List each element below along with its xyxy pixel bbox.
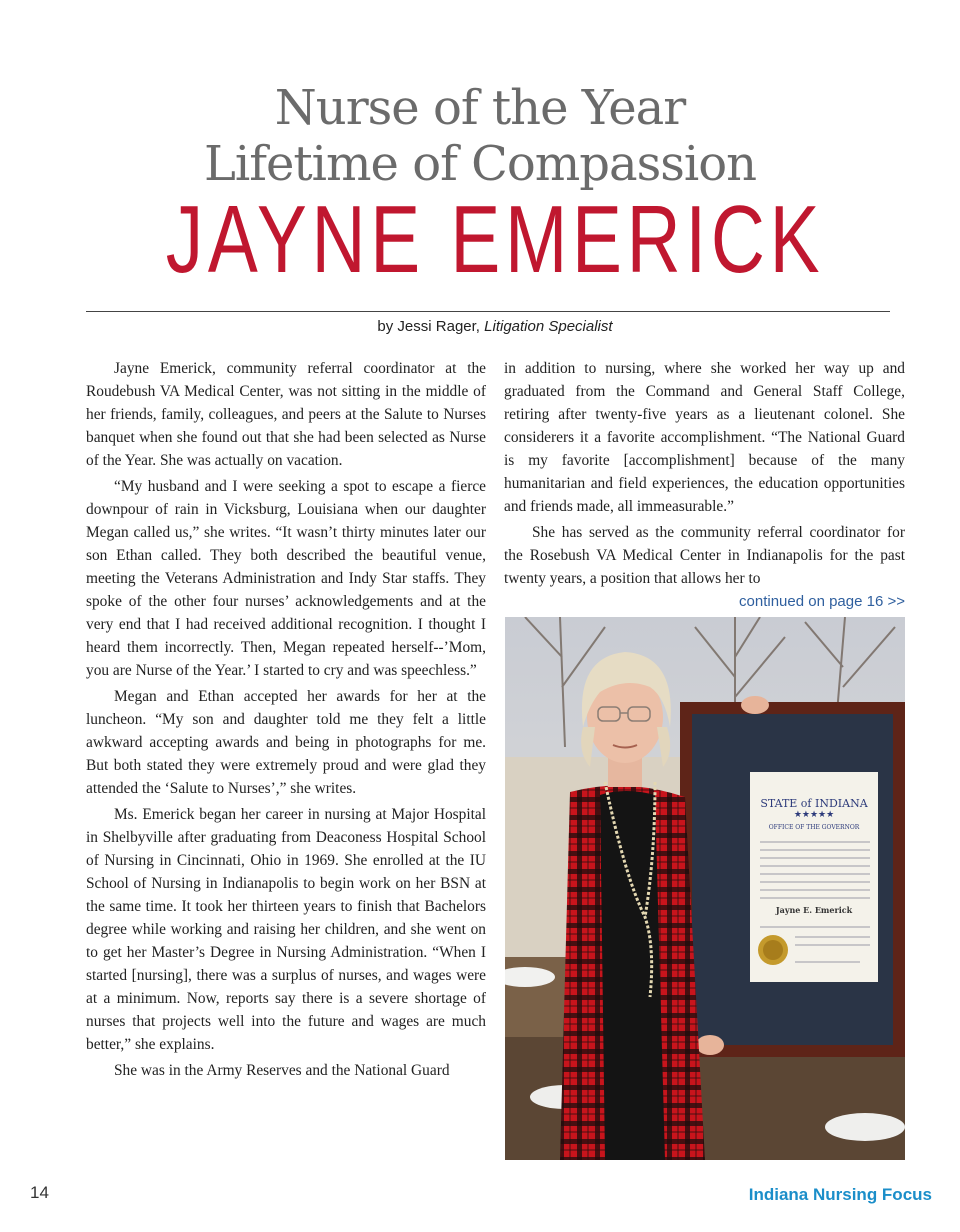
article-column-right	[504, 357, 905, 593]
article-paragraph: She has served as the community referral coordinator for the Rosebush VA Medical Center in Indianapolis for the past twenty years, a position that allows her to	[504, 524, 905, 587]
article-paragraph: in addition to nursing, where she worked her way up and graduated from the Command and General Staff College, retiring after twenty-five years as a lieutenant colonel. She considerers it a favorite accomplishment. “The National Guard is my favorite [accomplishment] because of the many humanitarian and field experiences, the education opportunities and friends made, all immeasurable.”	[504, 360, 905, 515]
publication-name: Indiana Nursing Focus	[748, 1185, 932, 1204]
byline-role: Litigation Specialist	[484, 318, 613, 335]
honoree-name: JAYNE EMERICK	[165, 186, 825, 293]
article-paragraph: “My husband and I were seeking a spot to escape a fierce downpour of rain in Vicksburg, Louisiana when our daughter Megan called us,” she writes. “It wasn’t thirty minutes later our son Ethan called. They both described the beautiful venue, meeting the Veterans Administration and Indy Star staffs. They spoke of the other four nurses’ acknowledgements and at the very end that I had received additional recognition. I thought I heard them incorrectly. Then, Megan repeated herself--’Mom, you are Nurse of the Year.’ I started to cry and was speechless.”	[86, 478, 486, 679]
page-number: 14	[30, 1183, 49, 1202]
title-divider	[86, 311, 890, 312]
kicker-title-line1: Nurse of the Year	[274, 80, 686, 136]
article-photo	[505, 617, 905, 1160]
certificate-office: OFFICE OF THE GOVERNOR	[768, 824, 860, 831]
article-paragraph: Jayne Emerick, community referral coordinator at the Roudebush VA Medical Center, was not sitting in the middle of her friends, family, colleagues, and peers at the Salute to Nurses banquet when she found out that she had been selected as Nurse of the Year. She was actually on vacation.	[86, 360, 486, 469]
certificate-heading: STATE of INDIANA	[760, 797, 868, 810]
article-paragraph: Ms. Emerick began her career in nursing at Major Hospital in Shelbyville after graduating from Deaconess Hospital School of Nursing in Cincinnati, Ohio in 1969. She enrolled at the IU School of Nursing in Indianapolis to begin work on her BSN at the same time. It took her thirteen years to finish that Bachelors degree while working and raising her children, and she went on to get her Master’s Degree in Nursing Administration. “When I started [nursing], there was a surplus of nurses, and wages were at a minimum. Now, reports say there is a severe shortage of nurses that projects well into the future and wages are much better,” she explains.	[86, 806, 486, 1053]
article-paragraph: She was in the Army Reserves and the National Guard	[114, 1062, 450, 1079]
svg-text:★★★★★: ★★★★★	[793, 810, 835, 820]
certificate-name: Jayne E. Emerick	[775, 905, 853, 915]
byline-author: by Jessi Rager,	[377, 318, 480, 335]
continued-link[interactable]: continued on page 16 >>	[739, 593, 905, 610]
kicker-title-line2: Lifetime of Compassion	[203, 136, 757, 192]
article-column-left	[86, 357, 486, 1085]
article-paragraph: Megan and Ethan accepted her awards for her at the luncheon. “My son and daughter told me they felt a little awkward accepting awards and being in photographs for me. But both stated they were extremely proud and were glad they attended the ‘Salute to Nurses’,” she writes.	[86, 688, 486, 797]
photo-illustration	[505, 617, 905, 1160]
byline	[0, 318, 960, 335]
